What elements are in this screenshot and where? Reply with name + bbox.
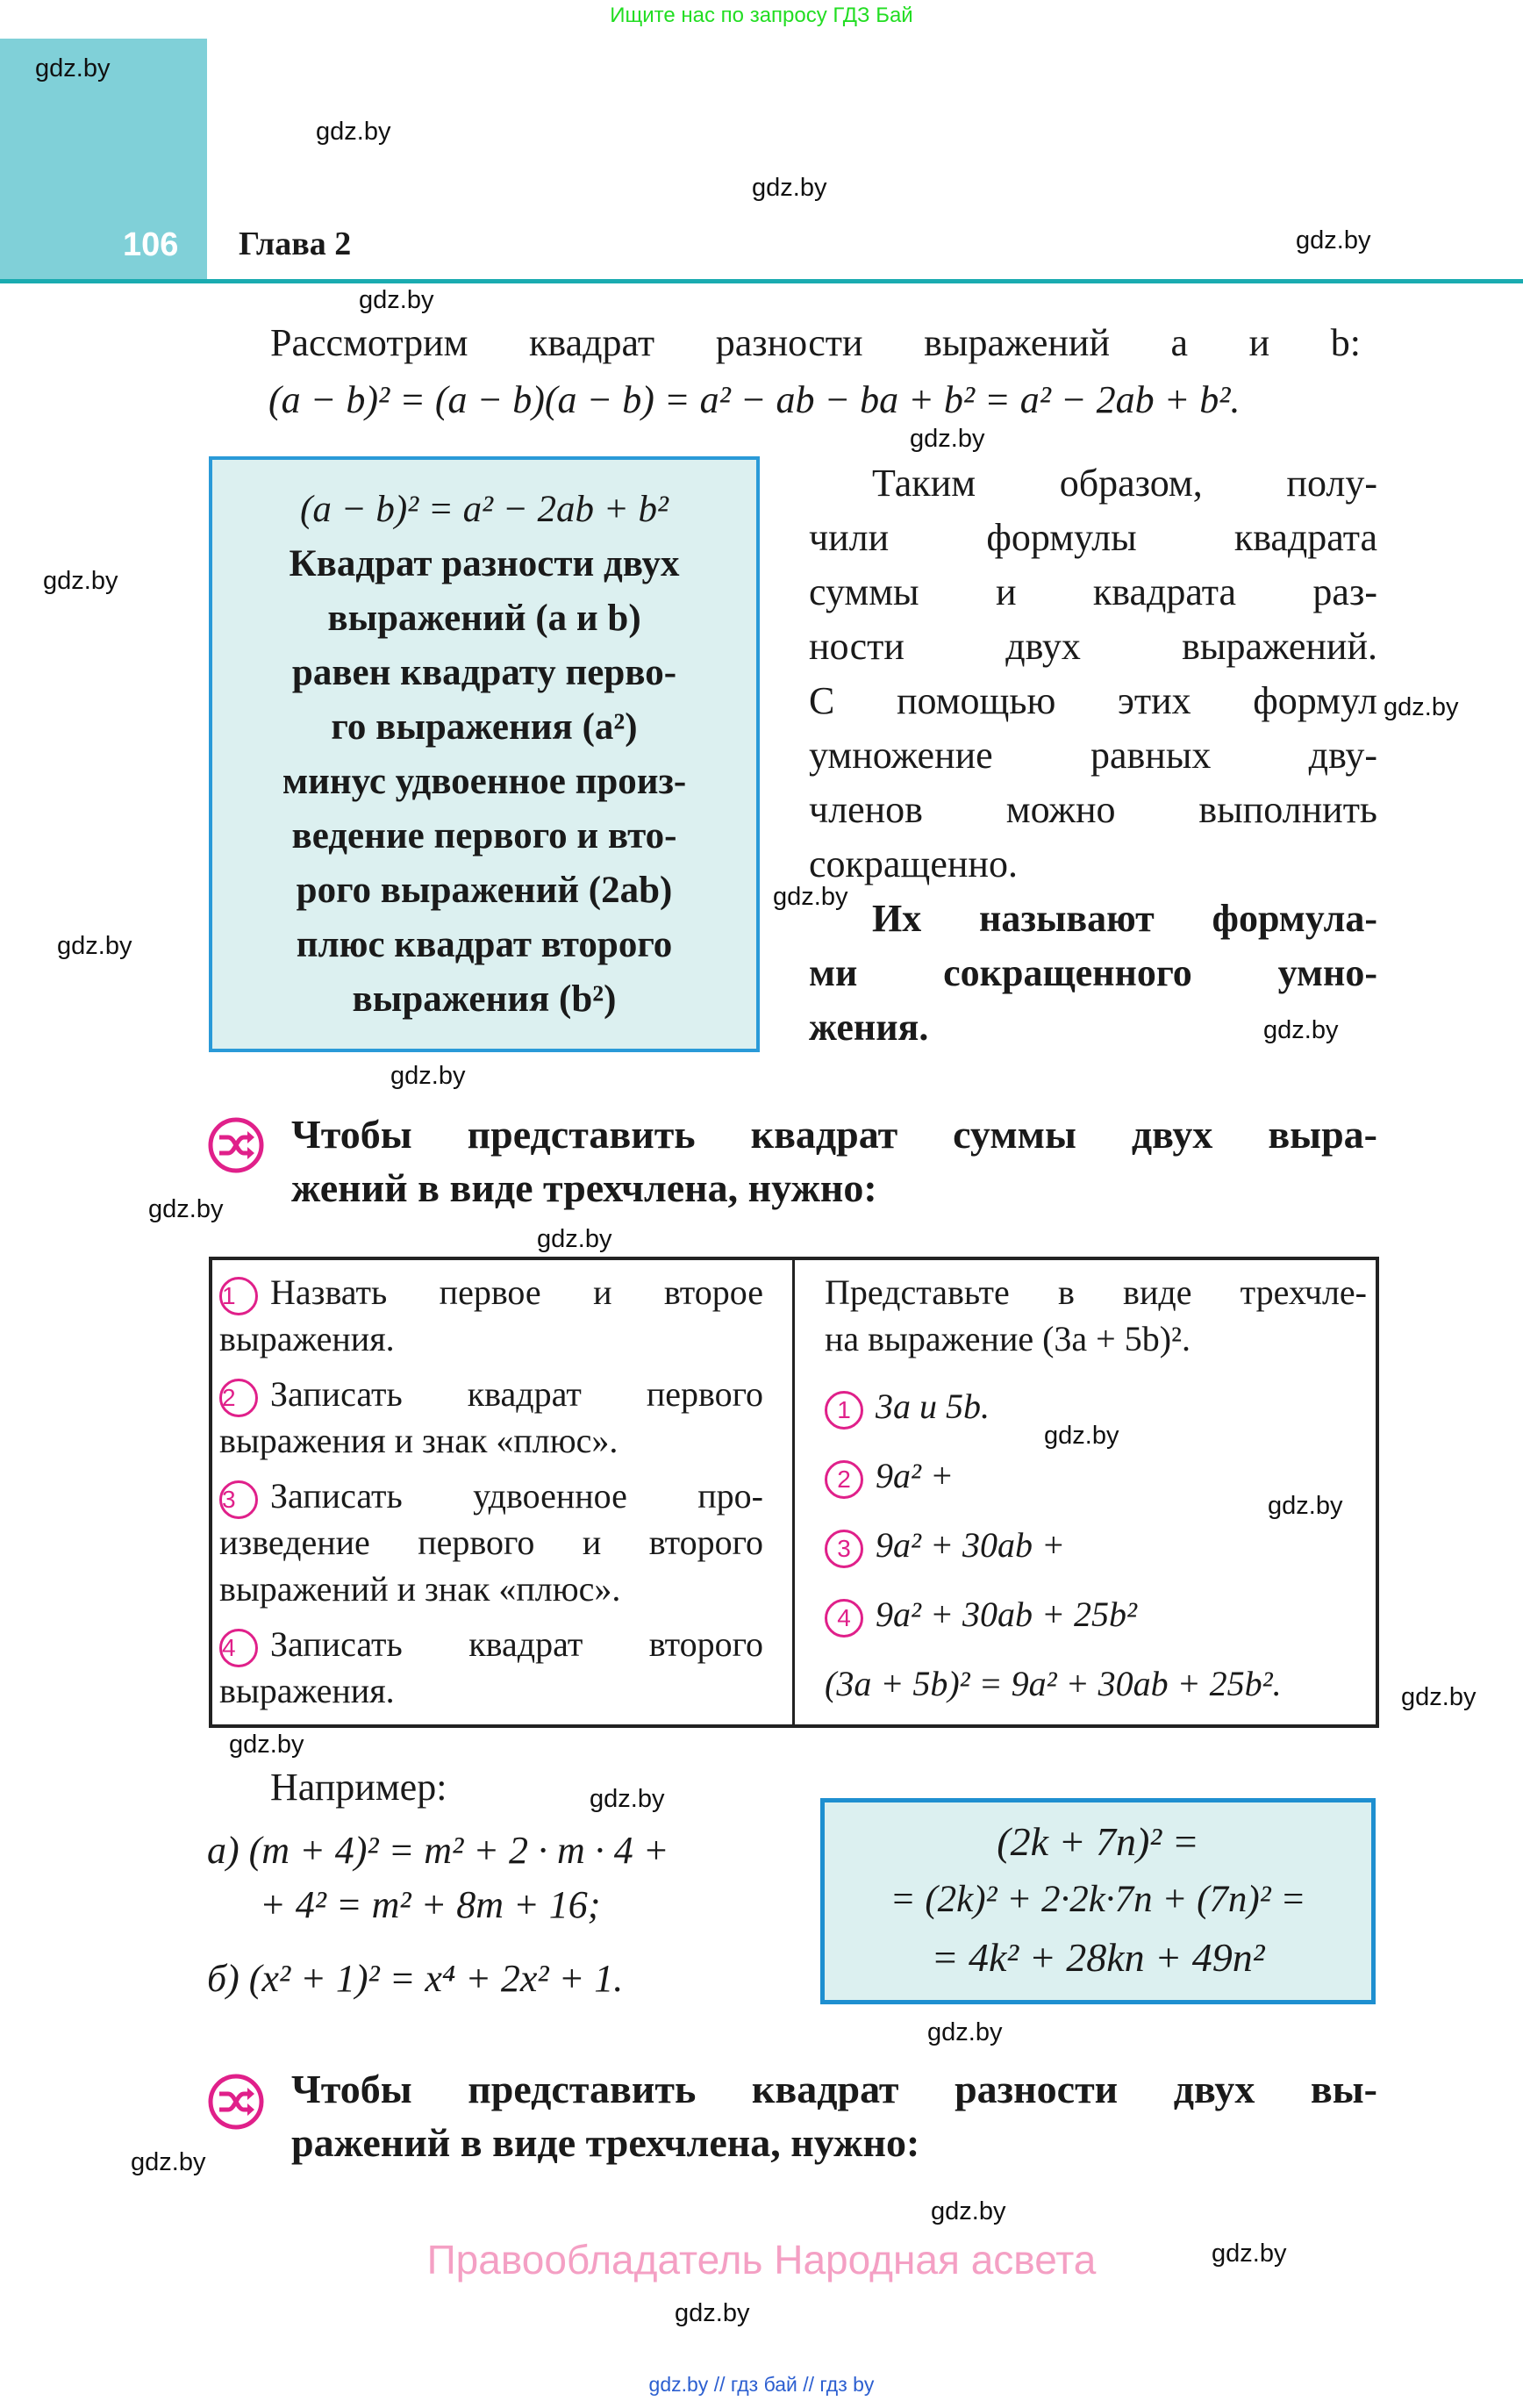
watermark: gdz.by [1268,1492,1343,1520]
step-line: выражений и знак «плюс». [219,1569,621,1609]
step-line: 2 Записать квадрат первого [219,1371,763,1417]
answer-line: 2 9a² + [825,1452,1367,1499]
answer-line: 1 3a и 5b. [825,1383,1367,1430]
watermark: gdz.by [1044,1422,1119,1450]
formula-rule-box [209,456,760,1052]
example-a-line1: а) (m + 4)² = m² + 2 · m · 4 + [207,1829,669,1872]
watermark: gdz.by [1263,1016,1339,1044]
page-number: 106 [123,226,179,263]
text-line: ми сокращенного умно- [809,951,1377,994]
examples-label: Например: [270,1766,447,1809]
watermark: gdz.by [931,2197,1006,2225]
answer-line: 4 9a² + 30ab + 25b² [825,1591,1367,1638]
text-line: суммы и квадрата раз- [809,570,1377,613]
watermark: gdz.by [590,1785,665,1813]
rule-line: Квадрат разности двух [289,543,680,584]
watermark: gdz.by [752,174,827,202]
text-line: сокращенно. [809,842,1018,885]
watermark: gdz.by [57,932,132,960]
example-box-line: = 4k² + 28kn + 49n² [931,1935,1265,1980]
watermark: gdz.by [1384,693,1459,721]
algorithm-shuffle-icon [207,1116,265,1174]
text-line: С помощью этих формул [809,679,1377,722]
header-rule [0,279,1523,283]
result-line: (3a + 5b)² = 9a² + 30ab + 25b². [825,1664,1282,1703]
step-line: выражения. [219,1319,395,1358]
text-line: ности двух выражений. [809,625,1377,668]
algorithm-shuffle-icon [207,2073,265,2131]
table-divider [792,1257,795,1728]
step-number-badge: 4 [219,1629,258,1667]
step-line: 4 Записать квадрат второго [219,1621,763,1667]
watermark: gdz.by [773,883,848,911]
watermark: gdz.by [537,1225,612,1253]
rule-line: выражения (b²) [352,978,617,1020]
step-number-badge: 2 [219,1379,258,1417]
rule-line: минус удвоенное произ- [282,761,687,802]
chapter-title: Глава 2 [239,226,352,262]
rule-line: равен квадрату перво- [291,652,677,693]
step-line: 3 Записать удвоенное про- [219,1473,763,1519]
heading-line: жений в виде трехчлена, нужно: [291,1165,877,1210]
step-line: выражения. [219,1671,395,1710]
watermark: gdz.by [229,1731,304,1759]
watermark: gdz.by [35,54,111,82]
summary-paragraph [809,456,1377,1055]
answer-line: 3 9a² + 30ab + [825,1522,1367,1568]
step-number-badge: 1 [825,1391,863,1430]
step-number-badge: 3 [219,1480,258,1519]
text-line: жения. [809,1006,929,1049]
steps-column [219,1269,763,1714]
step-number-badge: 2 [825,1460,863,1499]
rule-formula: (a − b)² = a² − 2ab + b² [300,489,669,530]
watermark: gdz.by [43,567,118,595]
text-line: членов можно выполнить [809,788,1377,831]
watermark: gdz.by [1296,226,1371,254]
text-line: чили формулы квадрата [809,516,1377,559]
algorithm-heading [291,1107,1377,1215]
step-line: 1 Назвать первое и второе [219,1269,763,1315]
example-b-line: б) (x² + 1)² = x⁴ + 2x² + 1. [207,1957,624,2000]
text-line: умножение равных дву- [809,734,1377,777]
watermark: gdz.by [675,2299,750,2327]
rule-line: ведение первого и вто- [291,815,677,856]
example-box [820,1798,1376,2004]
rule-line: рого выражений (2ab) [296,870,673,911]
rule-line: выражений (a и b) [327,598,641,639]
watermark: gdz.by [1401,1683,1477,1711]
text-line: Таким образом, полу- [872,462,1377,505]
step-line: изведение первого и второго [219,1523,763,1562]
bottom-links[interactable]: gdz.by // гдз бай // гдз by [648,2373,875,2396]
watermark: gdz.by [1212,2240,1287,2268]
rule-line: плюс квадрат второго [296,924,673,965]
watermark: gdz.by [148,1195,224,1223]
search-banner[interactable]: Ищите нас по запросу ГДЗ Бай [610,4,913,27]
heading-line: Чтобы представить квадрат суммы двух выра- [291,1112,1377,1157]
watermark: gdz.by [316,118,391,146]
intro-text: Рассмотрим квадрат разности выражений a и b: [270,321,1361,364]
watermark: gdz.by [131,2148,206,2176]
watermark: gdz.by [359,286,434,314]
watermark: gdz.by [927,2018,1003,2046]
example-box-line: = (2k)² + 2·2k·7n + (7n)² = [890,1879,1306,1920]
task-line: на выражение (3a + 5b)². [825,1319,1191,1358]
intro-formula: (a − b)² = (a − b)(a − b) = a² − ab − ba + b² = a² − 2ab + b². [268,378,1241,421]
algorithm-heading [291,2062,1377,2169]
step-number-badge: 3 [825,1530,863,1568]
example-column [825,1269,1367,1707]
watermark: gdz.by [390,1062,466,1090]
step-line: выражения и знак «плюс». [219,1421,618,1460]
copyright-footer: Правообладатель Народная асвета [426,2237,1097,2283]
task-line: Представьте в виде трехчле- [825,1272,1367,1312]
text-line: Их называют формула- [872,897,1377,940]
example-box-line: (2k + 7n)² = [997,1819,1199,1864]
heading-line: ражений в виде трехчлена, нужно: [291,2120,920,2165]
step-number-badge: 4 [825,1599,863,1638]
watermark: gdz.by [910,425,985,453]
example-a-line2: + 4² = m² + 8m + 16; [260,1883,601,1926]
step-number-badge: 1 [219,1277,258,1315]
rule-line: го выражения (a²) [331,706,638,748]
heading-line: Чтобы представить квадрат разности двух вы- [291,2067,1377,2111]
